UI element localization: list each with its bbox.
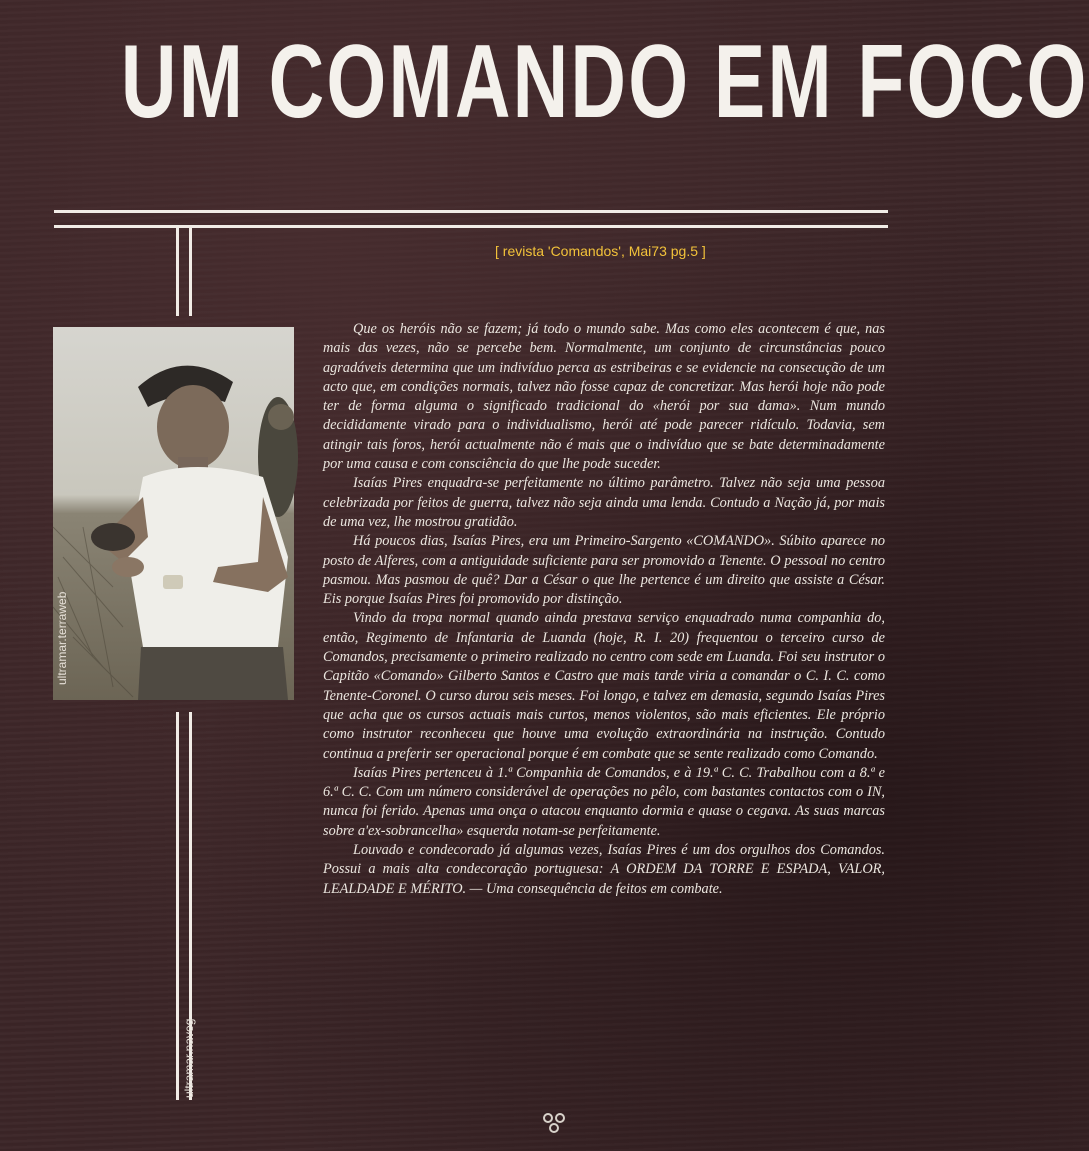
ornament-icon	[540, 1110, 570, 1134]
article-paragraph-1: Que os heróis não se fazem; já todo o mundo sabe. Mas como eles acontecem é que, nas mais das vezes, não se percebe bem. Normalmente, um conjunto de circunstâncias pouco agradáveis determina que um indivíduo perca as estribeiras e se evidencie na consecução de um acto que, em condições normais, talvez não fosse capaz de concretizar. Mas herói hoje não pode ter de forma alguma o significado tradicional do «herói por sua dama». Num mundo decididamente virado para o individualismo, herói até pode parecer ridículo. Todavia, sem atingir tais foros, herói actualmente não é mais que o indivíduo que se bate determinadamente por uma causa e com consciência do que lhe pode suceder.	[323, 321, 885, 473]
title-rule-bottom	[54, 225, 888, 228]
vertical-rule-top-left	[176, 228, 179, 316]
source-citation: [ revista 'Comandos', Mai73 pg.5 ]	[495, 243, 706, 259]
side-credit: ultramar.naveg	[182, 1018, 196, 1098]
article-paragraph-4: Vindo da tropa normal quando ainda prestava serviço enquadrado numa companhia do, então, Regimento de Infantaria de Luanda (hoje, R. I. 20) frequentou o terceiro curso de Comandos, precisamente o primeiro realizado no centro com sede em Luanda. Foi seu instrutor o Capitão «Comando» Gilberto Santos e Castro que mais tarde viria a comandar o C. I. C. como Tenente-Coronel. O curso durou seis meses. Foi longo, e talvez em demasia, segundo Isaías Pires que acha que os cursos actuais mais curtos, menos violentos, são mais eficientes. Ele próprio como instrutor reconheceu que houve uma evolução extraordinária na instrução. Contudo continua a preferir ser operacional porque é em combate que se sente realizado como Comando.	[323, 610, 885, 762]
soldier-photo	[53, 327, 294, 700]
page-title: UM COMANDO EM FOCO	[120, 24, 1089, 140]
article-paragraph-6: Louvado e condecorado já algumas vezes, Isaías Pires é um dos orgulhos dos Comandos. Possui a mais alta condecoração portuguesa: A ORDEM DA TORRE E ESPADA, VALOR, LEALDADE E MÉRITO. — Uma consequência de feitos em combate.	[323, 842, 885, 897]
article-paragraph-5: Isaías Pires pertenceu à 1.ª Companhia de Comandos, e à 19.ª C. C. Trabalhou com a 8.ª e 6.ª C. C. Com um número considerável de operações no pêlo, com bastantes contactos com o IN, nunca foi ferido. Apenas uma onça o atacou enquanto dormia e quase o cegava. As suas marcas sobre a'ex-sobrancelha» esquerda notam-se perfeitamente.	[323, 764, 885, 839]
article-paragraph-3: Há poucos dias, Isaías Pires, era um Primeiro-Sargento «COMANDO». Súbito aparece no posto de Alferes, com a antiguidade suficiente para ser promovido a Tenente. O pessoal no centro pasmou. Mas pasmou de quê? Dar a César o que lhe pertence é um direito que assiste a César. Eis porque Isaías Pires foi promovido por distinção.	[323, 533, 885, 608]
photo-credit: ultramar.terraweb	[55, 591, 69, 685]
article-paragraph-2: Isaías Pires enquadra-se perfeitamente no último parâmetro. Talvez não seja uma pessoa celebrizada por feitos de guerra, talvez não seja ainda uma lenda. Contudo a Nação já, por mais de uma vez, lhe mostrou gratidão.	[323, 475, 885, 530]
soldier-photo-icon	[53, 327, 294, 700]
article-body	[323, 320, 885, 899]
title-rule-top	[54, 210, 888, 213]
vertical-rule-top-right	[189, 228, 192, 316]
vertical-rule-bottom-left	[176, 712, 179, 1100]
